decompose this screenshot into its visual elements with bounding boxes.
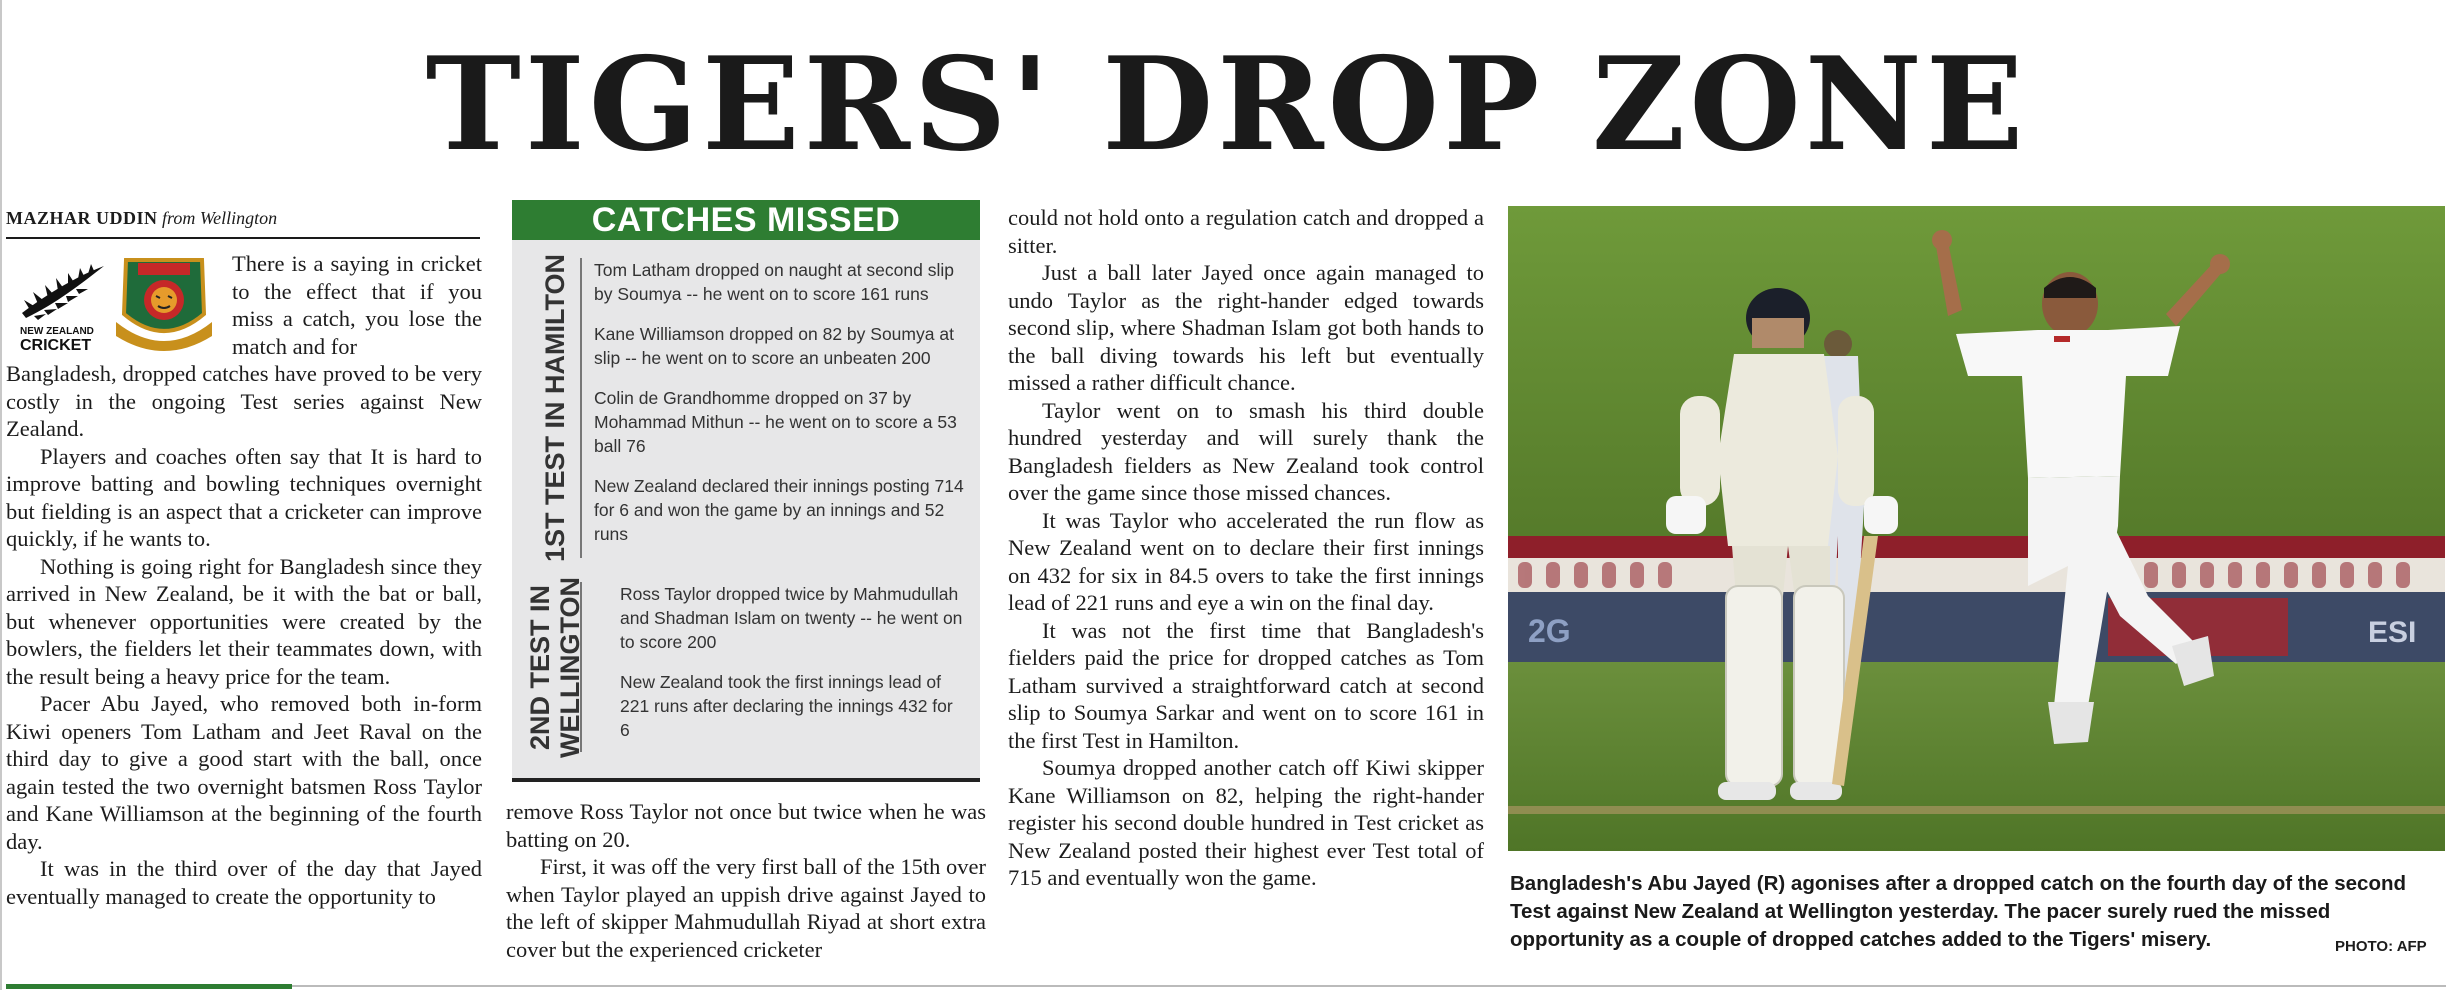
photo-credit bbox=[2335, 938, 2427, 955]
list-item: New Zealand declared their innings posting 714 for 6 and won the game by an innings and 52 runs bbox=[594, 476, 964, 544]
sidebar-section-wellington bbox=[525, 576, 970, 762]
section-items bbox=[620, 582, 966, 758]
byline-name: MAZHAR UDDIN bbox=[6, 208, 158, 228]
match-photo bbox=[1508, 206, 2445, 851]
article-column-1 bbox=[6, 360, 482, 910]
svg-text:CRICKET: CRICKET bbox=[20, 337, 92, 354]
paragraph: First, it was off the very first ball of the 15th over when Taylor played an uppish drive against Jayed to the left of skipper Mahmudullah Riyad at short extra cover but the experienced cricketer bbox=[506, 854, 986, 962]
byline-location: from Wellington bbox=[162, 208, 278, 228]
intro-text: There is a saying in cricket to the effect that if you miss a catch, you lose the match and for bbox=[232, 251, 482, 359]
section-label-text: 2ND TEST IN WELLINGTON bbox=[525, 576, 585, 758]
bottom-accent-bar bbox=[6, 984, 292, 989]
paragraph: could not hold onto a regulation catch and dropped a sitter. bbox=[1008, 205, 1484, 258]
paragraph: Taylor went on to smash his third double hundred yesterday and will surely thank the Bangladesh fielders as New Zealand took control over the game since those missed chances. bbox=[1008, 397, 1484, 505]
paragraph: Pacer Abu Jayed, who removed both in-form Kiwi openers Tom Latham and Jeet Raval on the third day to give a good start with the ball, once again tested the two overnight batsmen Ross Taylor and Kane Williamson at the beginning of the fourth day. bbox=[6, 691, 482, 854]
section-label bbox=[525, 576, 585, 758]
list-item: Tom Latham dropped on naught at second slip by Soumya -- he went on to score 161 runs bbox=[594, 260, 954, 304]
paragraph: It was Taylor who accelerated the run flow as New Zealand went on to declare their first innings on 432 for six in 84.5 overs to take the first innings lead of 221 runs and eye a win on the final day. bbox=[1008, 507, 1484, 615]
article-column-2 bbox=[506, 798, 986, 963]
photo-credit-label: PHOTO: bbox=[2335, 938, 2394, 955]
catches-missed-sidebar bbox=[512, 200, 980, 782]
svg-text:NEW ZEALAND: NEW ZEALAND bbox=[20, 326, 94, 337]
paragraph: Nothing is going right for Bangladesh since they arrived in New Zealand, be it with the bat or ball, but whenever opportunities were created by the bowlers, the fielders let their teammates down, with the result being a heavy price for the team. bbox=[6, 553, 482, 689]
section-items bbox=[594, 258, 966, 562]
svg-text:ESI: ESI bbox=[2368, 616, 2417, 649]
paragraph: It was in the third over of the day that Jayed eventually managed to create the opportunity to bbox=[6, 856, 482, 909]
paragraph: Bangladesh, dropped catches have proved to be very costly in the ongoing Test series against New Zealand. bbox=[6, 361, 482, 441]
list-item: New Zealand took the first innings lead of 221 runs after declaring the innings 432 for 6 bbox=[620, 672, 953, 740]
paragraph: remove Ross Taylor not once but twice when he was batting on 20. bbox=[506, 799, 986, 852]
list-item: Colin de Grandhomme dropped on 37 by Mohammad Mithun -- he went on to score a 53 ball 76 bbox=[594, 388, 957, 456]
paragraph: It was not the first time that Bangladesh's fielders paid the price for dropped catches as Tom Latham survived a straightforward catch at second slip to Soumya Sarkar and went on to score 161 in the first Test in Hamilton. bbox=[1008, 617, 1484, 753]
byline bbox=[6, 208, 480, 239]
photo-credit-source: AFP bbox=[2396, 938, 2427, 955]
paragraph: Just a ball later Jayed once again managed to undo Taylor as the right-hander edged towards second slip, where Shadman Islam got both hands to the ball diving towards his left but eventually missed a rather difficult chance. bbox=[1008, 260, 1484, 395]
list-item: Kane Williamson dropped on 82 by Soumya at slip -- he went on to score an unbeaten 200 bbox=[594, 324, 954, 368]
svg-text:2G: 2G bbox=[1528, 613, 1571, 649]
section-label bbox=[530, 254, 582, 563]
bottom-rule bbox=[6, 985, 2446, 987]
article-intro bbox=[232, 250, 482, 360]
sidebar-section-hamilton bbox=[530, 254, 970, 570]
photo-caption: Bangladesh's Abu Jayed (R) agonises after a dropped catch on the fourth day of the second Test against New Zealand at Wellington yesterday. The pacer surely rued the missed opportunity as a couple of dropped catches added to the Tigers' misery. bbox=[1510, 872, 2407, 951]
section-label-text: 1ST TEST IN HAMILTON bbox=[540, 254, 570, 563]
cricket-photo-illustration bbox=[1508, 206, 2445, 851]
list-item: Ross Taylor dropped twice by Mahmudullah and Shadman Islam on twenty -- he went on to score 200 bbox=[620, 584, 963, 652]
sidebar-title: CATCHES MISSED bbox=[512, 200, 980, 240]
bcb-logo bbox=[112, 256, 216, 356]
article-column-3 bbox=[1008, 204, 1484, 892]
paragraph: Soumya dropped another catch off Kiwi skipper Kane Williamson on 82, helping the right-hander register his second double hundred in Test cricket as New Zealand posted their highest ever Test total of 715 and eventually won the game. bbox=[1008, 755, 1484, 890]
headline: TIGERS' DROP ZONE bbox=[425, 30, 2028, 180]
paragraph: Players and coaches often say that It is hard to improve batting and bowling techniques overnight but fielding is an aspect that a cricketer can improve quickly, if he wants to. bbox=[6, 443, 482, 551]
